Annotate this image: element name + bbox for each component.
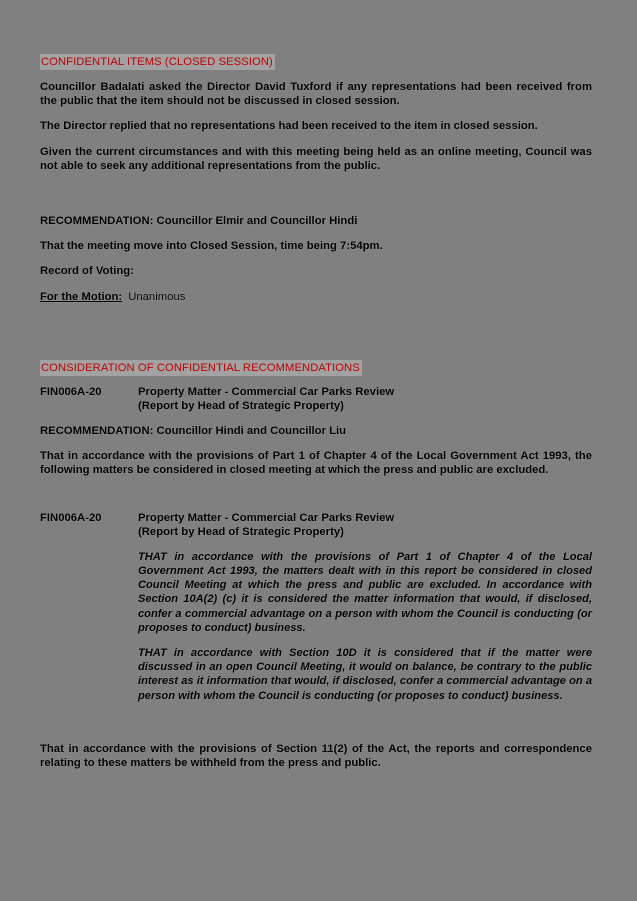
recommendation-1-line [40,214,592,228]
resolution-text-10a2c: THAT in accordance with the provisions of Part 1 of Chapter 4 of the Local Government Act 1993, the matters dealt with in this report be considered in closed Council Meeting at which the press and public are excluded. In accordance with Section 10A(2) (c) it is considered the matter information that would, if disclosed, confer a commercial advantage on a person with whom the Council is conducting (or proposes to conduct) business. [138,550,592,634]
record-of-voting-label: Record of Voting: [40,265,134,278]
confidential-items-heading-row [40,52,592,70]
section-heading-consideration: CONSIDERATION OF CONFIDENTIAL RECOMMENDATIONS [41,361,360,374]
agenda-item-subtitle: (Report by Head of Strategic Property) [138,400,344,413]
recommendation-1-label: RECOMMENDATION: [40,215,154,228]
recommendation-1-motion-text: That the meeting move into Closed Session, time being 7:54pm. [40,240,383,253]
section-heading-confidential-items: CONFIDENTIAL ITEMS (CLOSED SESSION) [41,56,273,68]
agenda-item-title: Property Matter - Commercial Car Parks Review [138,385,395,398]
agenda-item-code: FIN006A-20 [40,511,102,524]
agenda-item-subtitle: (Report by Head of Strategic Property) [138,526,344,539]
agenda-item-detail [138,385,592,414]
paragraph-online-meeting: Given the current circumstances and with this meeting being held as an online meeting, Council was not able to seek any additional representations from the public. [40,145,592,172]
paragraph-director-reply: The Director replied that no representations had been received to the item in closed session. [40,120,538,133]
consideration-heading-row [40,358,592,376]
spacer [40,489,592,511]
recommendation-2-label: RECOMMENDATION: [40,425,154,438]
for-the-motion-value: Unanimous [128,290,186,303]
agenda-item-code: FIN006A-20 [40,385,102,398]
spacer [40,345,592,358]
recommendation-2-line [40,424,592,438]
resolution-block [138,550,592,703]
spacer [40,315,592,345]
agenda-item-row-second [40,511,592,540]
agenda-item-title: Property Matter - Commercial Car Parks Review [138,511,395,524]
for-the-motion-line [40,290,592,304]
recommendation-1-movers: Councillor Elmir and Councillor Hindi [153,215,358,228]
spacer [40,703,592,733]
recommendation-2-movers: Councillor Hindi and Councillor Liu [153,425,347,438]
spacer [40,184,592,214]
recommendation-2-body: That in accordance with the provisions of Part 1 of Chapter 4 of the Local Government Act 1993, the following matters be considered in closed meeting at which the press and public are excluded. [40,450,592,477]
spacer [40,733,592,742]
resolution-text-10d: THAT in accordance with Section 10D it is considered that if the matter were discussed in an open Council Meeting, it would on balance, be contrary to the public interest as it information that would, if disclosed, confer a commercial advantage on a person with whom the Council is conducting (or proposes to conduct) business. [138,647,592,702]
paragraph-withhold-reports: That in accordance with the provisions of Section 11(2) of the Act, the reports and correspondence relating to these matters be withheld from the press and public. [40,742,592,770]
document-body [40,52,592,770]
agenda-item-row-first [40,385,592,414]
paragraph-representations-question: Councillor Badalati asked the Director David Tuxford if any representations had been received from the public that the item should not be discussed in closed session. [40,81,592,108]
for-the-motion-label: For the Motion: [40,290,123,303]
agenda-item-detail [138,511,592,540]
